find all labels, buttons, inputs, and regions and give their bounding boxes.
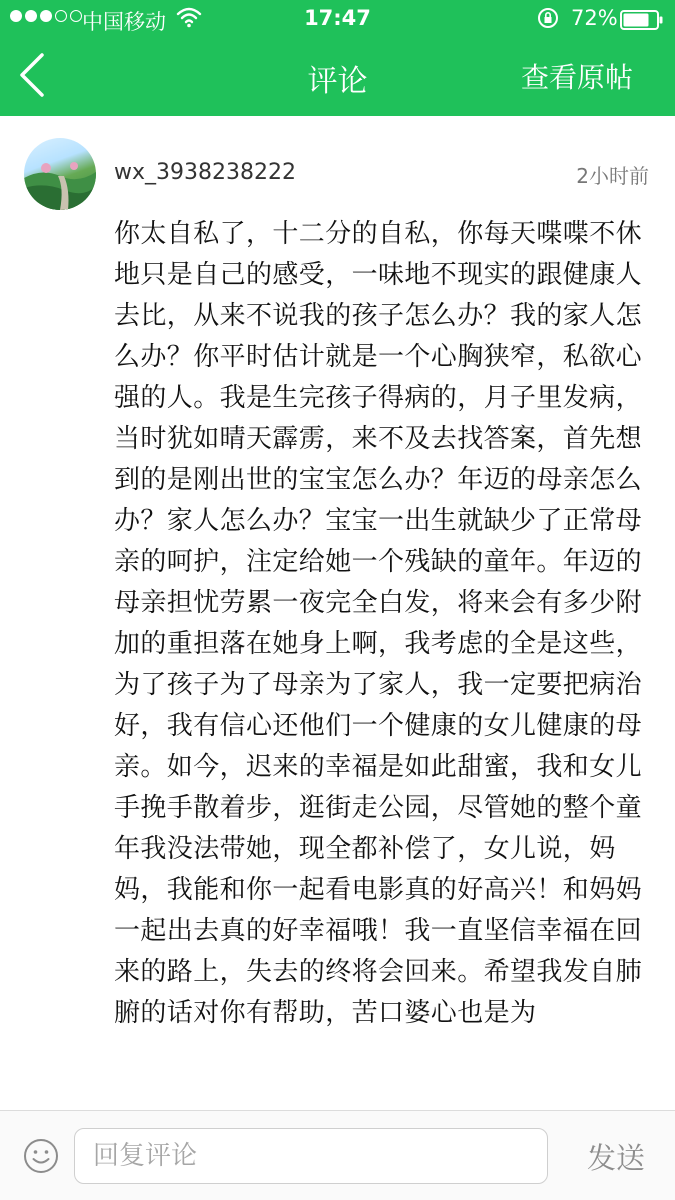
orientation-lock-icon — [537, 7, 559, 34]
reply-input[interactable] — [74, 1128, 548, 1184]
reply-bar — [0, 1110, 675, 1200]
battery-percent: 72% — [571, 6, 618, 30]
comment-text: 你太自私了，十二分的自私，你每天喋喋不休地只是自己的感受，一味地不现实的跟健康人去比，从来不说我的孩子怎么办？我的家人怎么办？你平时估计就是一个心胸狭窄，私欲心强的人。我是生完孩子得病的，月子里发病，当时犹如晴天霹雳，来不及去找答案，首先想到的是刚出世的宝宝怎么办？年迈的母亲怎么办？家人怎么办？宝宝一出生就缺少了正常母亲的呵护，注定给她一个残缺的童年。年迈的母亲担忧劳累一夜完全白发，将来会有多少附加的重担落在她身上啊，我考虑的全是这些，为了孩子为了母亲为了家人，我一定要把病治好，我有信心还他们一个健康的女儿健康的母亲。如今，迟来的幸福是如此甜蜜，我和女儿手挽手散着步，逛街走公园，尽管她的整个童年我没法带她，现全都补偿了，女儿说，妈妈，我能和你一起看电影真的好高兴！和妈妈一起出去真的好幸福哦！我一直坚信幸福在回来的路上，失去的终将会回来。希望我发自肺腑的话对你有帮助，苦口婆心也是为 — [114, 219, 642, 1028]
view-original-post-button[interactable]: 查看原帖 — [520, 61, 633, 94]
page-title: 评论 — [307, 64, 368, 99]
emoji-button[interactable] — [22, 1137, 60, 1175]
nav-header — [0, 0, 675, 116]
comment-username[interactable]: wx_3938238222 — [114, 160, 296, 185]
status-bar — [0, 0, 675, 38]
comment-timestamp: 2小时前 — [576, 164, 649, 188]
carrier-name: 中国移动 — [82, 10, 166, 34]
battery-icon — [620, 10, 664, 35]
avatar-image — [24, 138, 96, 210]
avatar[interactable] — [24, 138, 96, 210]
smiley-icon — [22, 1137, 60, 1175]
status-time: 17:47 — [304, 6, 371, 30]
send-button[interactable]: 发送 — [586, 1141, 645, 1175]
